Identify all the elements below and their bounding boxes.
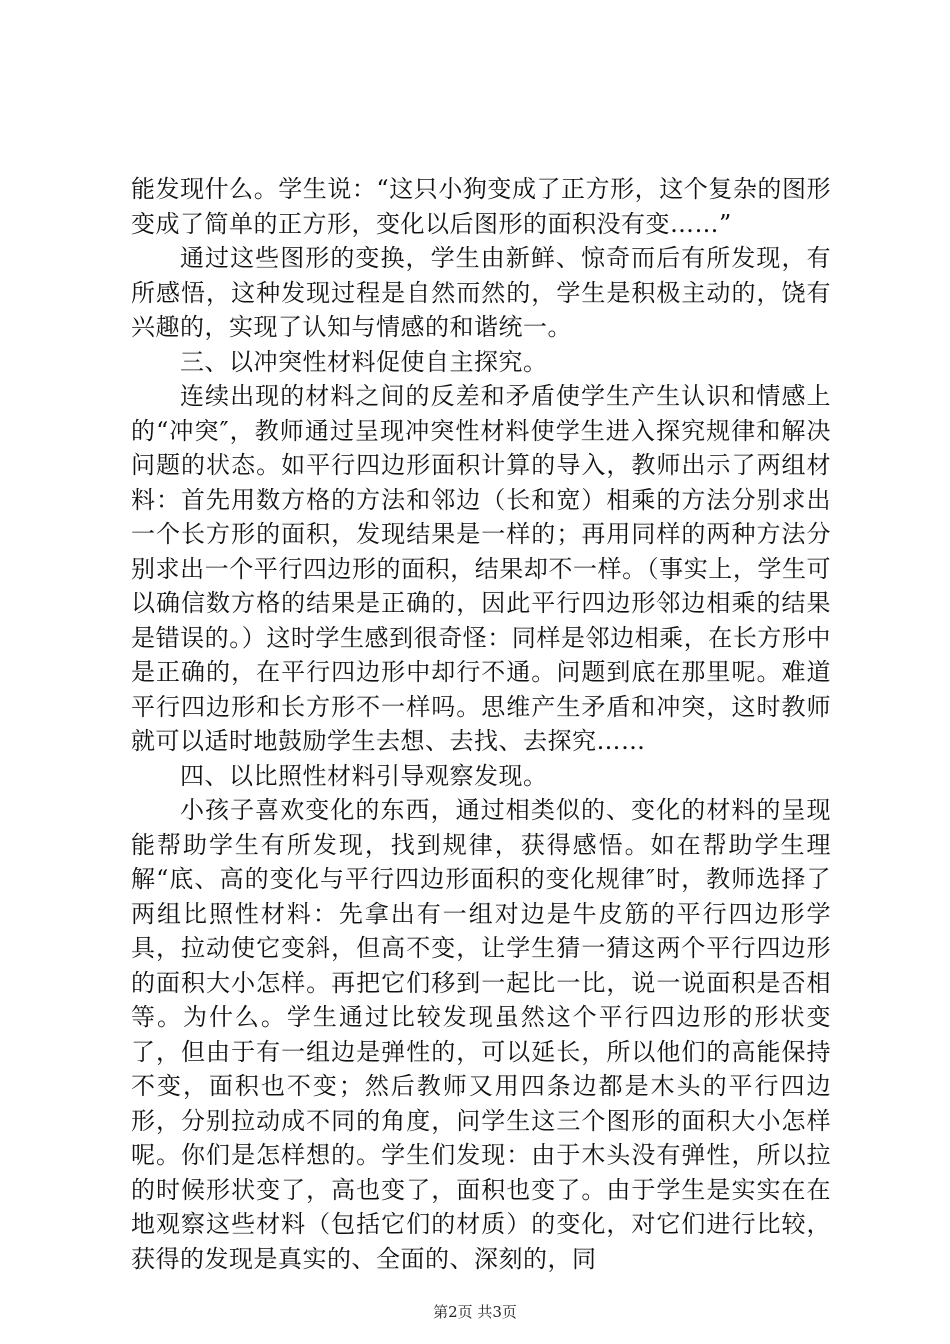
paragraph-1: 能发现什么。学生说：“这只小狗变成了正方形，这个复杂的图形变成了简单的正方形，变化以后图形的面积没有变……” (131, 175, 831, 238)
document-body (131, 172, 831, 1276)
page-number-footer: 第2页 共3页 (433, 1303, 517, 1321)
paragraph-2: 通过这些图形的变换，学生由新鲜、惊奇而后有所发现，有所感悟，这种发现过程是自然而然的，学生是积极主动的，饶有兴趣的，实现了认知与情感的和谐统一。 (131, 244, 831, 341)
paragraph-6: 小孩子喜欢变化的东西，通过相类似的、变化的材料的呈现能帮助学生有所发现，找到规律，获得感悟。如在帮助学生理解“底、高的变化与平行四边形面积的变化规律″时，教师选择了两组比照性材料：先拿出有一组对边是牛皮筋的平行四边形学具，拉动使它变斜，但高不变，让学生猜一猜这两个平行四边形的面积大小怎样。再把它们移到一起比一比，说一说面积是否相等。为什么。学生通过比较发现虽然这个平行四边形的形状变了，但由于有一组边是弹性的，可以延长，所以他们的高能保持不变，面积也不变；然后教师又用四条边都是木头的平行四边形，分别拉动成不同的角度，问学生这三个图形的面积大小怎样呢。你们是怎样想的。学生们发现：由于木头没有弹性，所以拉的时候形状变了，高也变了，面积也变了。由于学生是实实在在地观察这些材料（包括它们的材质）的变化，对它们进行比较，获得的发现是真实的、全面的、深刻的，同 (131, 796, 831, 1273)
section-heading-4: 四、以比照性材料引导观察发现。 (180, 761, 548, 790)
section-heading-3: 三、以冲突性材料促使自主探究。 (180, 347, 548, 376)
paragraph-4: 连续出现的材料之间的反差和矛盾使学生产生认识和情感上的“冲突″，教师通过呈现冲突性材料使学生进入探究规律和解决问题的状态。如平行四边形面积计算的导入，教师出示了两组材料：首先用数方格的方法和邻边（长和宽）相乘的方法分别求出一个长方形的面积，发现结果是一样的；再用同样的两种方法分别求出一个平行四边形的面积，结果却不一样。（事实上，学生可以确信数方格的结果是正确的，因此平行四边形邻边相乘的结果是错误的。）这时学生感到很奇怪：同样是邻边相乘，在长方形中是正确的，在平行四边形中却行不通。问题到底在那里呢。难道平行四边形和长方形不一样吗。思维产生矛盾和冲突，这时教师就可以适时地鼓励学生去想、去找、去探究…… (131, 382, 831, 755)
